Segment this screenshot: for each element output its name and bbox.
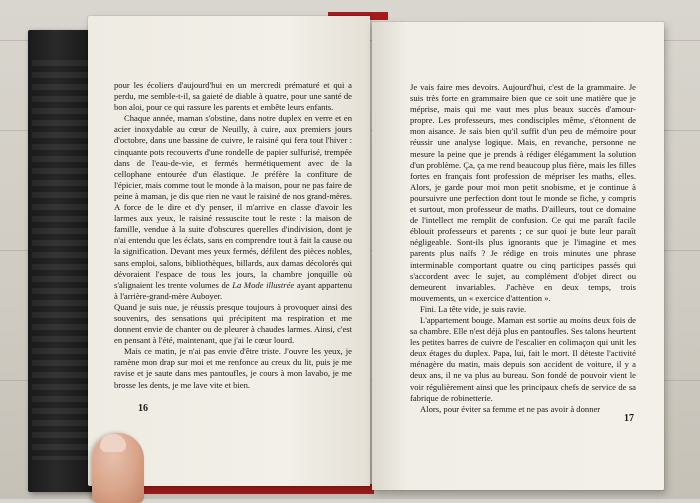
paragraph: Mais ce matin, je n'ai pas envie d'être triste. J'ouvre les yeux, je ramène mon drap sur moi et me renfonce au creux du lit, puis je me ravise et je saute dans mes pantoufles, je cours à mon lavabo, je me brosse les dents, je me lave vite et bien. (114, 346, 352, 390)
open-book (28, 12, 668, 494)
paragraph-text: Chaque année, maman s'obstine, dans notre duplex en verre et en acier inoxydable au cœur de Neuilly, à cuire, aux premiers jours d'octobre, dans une bassine de cuivre, le raisiné qui fera tout l'hiver : cinquante pots recouverts d'une rondelle de papier sulfurisé, trempée dans de l'eau-de-vie, et fermés hermétiquement avec de la cellophane entourée d'un élastique. Je préfère la confiture de l'épicier, mais comme tout le monde à la maison, pour ne pas faire de peine à maman, je dis que rien ne vaut le raisiné de nos grand-mères. A force de le dire et d'y penser, il m'arrive en classe d'avoir les larmes aux yeux, le raisiné ressuscite tout le reste : la maison de famille, vendue à la suite d'obscures querelles d'indivision, dont je n'ai entendu que les éclats, sans en comprendre tout à fait la cause ou la signification. Devant mes yeux fermés, défilent des pièces nobles, sans emploi, salons, bibliothèques, billards, aux damas décolorés qui dévoraient l'espace de tous les jours, la chambre jonquille où s'alignaient les trente volumes de (114, 113, 352, 290)
paragraph: Alors, pour éviter sa femme et ne pas avoir à donner (420, 403, 601, 414)
paragraph: Quand je suis nue, je réussis presque toujours à provoquer ainsi des souvenirs, des sensations qui précipitent ma respiration et me donnent envie de chanter ou de pleurer à chaudes larmes. Ainsi, c'est en pensant à l'été, maintenant, que j'ai le cœur lourd. (114, 301, 352, 346)
page-number: 17 (624, 413, 634, 424)
paragraph (114, 113, 352, 302)
paragraph: Fini. La tête vide, je suis ravie. (420, 303, 527, 314)
right-page (372, 22, 664, 490)
paragraph-tail: ayant appartenu à l'arrière-grand-mère Auboyer. (114, 279, 352, 301)
paragraph: Je vais faire mes devoirs. Aujourd'hui, c'est de la grammaire. Je suis très forte en grammaire bien que ce soit une matière que je méprise, mais qui me vaut mes plus beaux succès d'amour-propre. Les professeurs, mes condisciples même, s'étonnent de mon aisance. Je sais bien qu'il suffit d'un peu de mémoire pour réussir une analyse logique. Mais, en revanche, personne ne mesure la peine que je prends à rédiger élégamment la solution d'un problème. Ça, ça me rend beaucoup plus fière, mais les filles fortes en français font profession de mépriser les maths, elles. Alors, je garde pour moi mon petit snobisme, et je continue à poursuivre une perfection dont tout le monde se fiche, y compris et surtout, mon professeur de maths. D'ailleurs, tout ce domaine de l'intellect me remplit de confusion. Ce qui me paraît facile éblouit professeurs et parents ; ce sur quoi je bute leur paraît négligeable. Sont-ils plus ignorants que je l'imagine et mes parents plus naïfs ? Je rédige en trois minutes une phrase interminable comportant quatre ou cinq participes passés qui s'accordent avec le sujet, au complément d'objet direct ou demeurent invariables. J'achève en deux temps, trois mouvements, un « exercice d'attention ». (410, 82, 636, 303)
thumbnail-nail (100, 434, 126, 452)
right-page-text (410, 82, 636, 415)
left-page-text (114, 80, 352, 391)
book-title: La Mode illustrée (232, 279, 295, 290)
paragraph: L'appartement bouge. Maman est sortie au moins deux fois de sa chambre. Elle n'est déjà plus en pantoufles. Ses talons heurtent les petites barres de cuivre de l'escalier en colimaçon qui unit les deux étages du duplex. Papa, lui, fait le mort. Il déteste l'activité ménagère du matin, mais depuis son accident de voiture, il y a deux ans, il ne va plus au bureau. Son fondé de pouvoir vient le voir régulièrement ainsi que les principaux chefs de service de sa fabrique de robinetterie. (410, 314, 636, 403)
cover-binding (32, 60, 92, 460)
left-page (88, 16, 370, 486)
paragraph: pour les écoliers d'aujourd'hui en un mercredi prématuré et qui a perdu, me semble-t-il, sa gaieté de diable à quatre, pour une santé de bon aloi, pour ce qui rassure les parents et embête leurs enfants. (114, 80, 352, 113)
page-number: 16 (138, 403, 148, 414)
